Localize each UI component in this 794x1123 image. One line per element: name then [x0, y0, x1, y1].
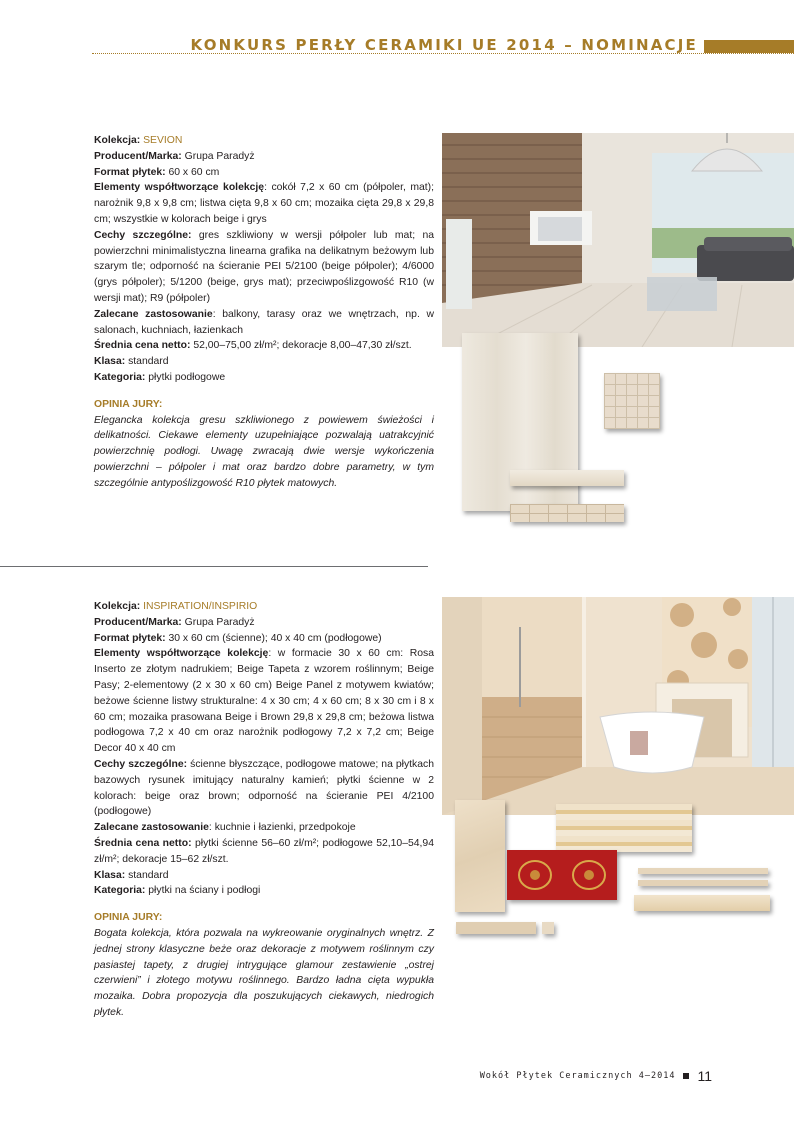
- page-number: 11: [697, 1068, 712, 1084]
- page-footer: [480, 1068, 712, 1084]
- inspiration-floor-listwa: [634, 895, 770, 911]
- kolekcja-line: Kolekcja: SEVION: [94, 135, 183, 146]
- sevion-listwa-tile: [510, 470, 624, 486]
- klasa-line: Klasa: standard: [94, 869, 169, 881]
- entry-sevion: [94, 133, 434, 492]
- producent-line: Producent/Marka: Grupa Paradyż: [94, 616, 255, 628]
- sevion-cokol-tile: [510, 504, 624, 522]
- format-line: Format płytek: 60 x 60 cm: [94, 166, 220, 178]
- footer-magazine: Wokół Płytek Ceramicznych 4–2014: [479, 1071, 676, 1081]
- sevion-room-photo: [442, 133, 794, 347]
- zalecane-line: Zalecane zastosowanie: balkony, tarasy oraz we wnętrzach, np. w salonach, kuchniach, łazienkach: [94, 308, 434, 336]
- inspiration-corner-tile: [542, 922, 554, 934]
- elementy-line: Elementy współtworzące kolekcję: w formacie 30 x 60 cm: Rosa Inserto ze złotym nadrukiem; Beige Tapeta z wzorem roślinnym; Beige Pasy; 2-elementowy (2 x 30 x 60 cm) Beige Panel z motywem kwiatów; beżowe ścienne listwy strukturalne: 4 x 30 cm; 4 x 60 cm; 8 x 30 cm i 8 x 60 cm; mozaika prasowana Beige i Brown 29,8 x 29,8 cm; beżowa listwa podłogowa 7,2 x 40 cm oraz narożnik podłogowy 7,2 x 7,2 cm; Beige Decor 40 x 40 cm: [94, 648, 434, 755]
- footer-square-icon: [683, 1073, 689, 1079]
- format-line: Format płytek: 30 x 60 cm (ścienne); 40 x 40 cm (podłogowe): [94, 632, 382, 644]
- inspiration-red-inserto-tile: [507, 850, 617, 900]
- kategoria-line: Kategoria: płytki podłogowe: [94, 371, 226, 383]
- cena-line: Średnia cena netto: płytki ścienne 56–60 zł/m²; podłogowe 52,10–54,94 zł/m²; dekoracje 15–62 zł/szt.: [94, 837, 434, 865]
- producent-line: Producent/Marka: Grupa Paradyż: [94, 150, 255, 162]
- inspiration-bathroom-photo: [442, 597, 794, 815]
- header-bar: [704, 40, 794, 53]
- page-header: [92, 36, 794, 58]
- inspiration-listwa-1: [638, 868, 768, 874]
- kategoria-line: Kategoria: płytki na ściany i podłogi: [94, 885, 261, 897]
- entry-inspiration: [94, 599, 434, 1021]
- zalecane-line: Zalecane zastosowanie: kuchnie i łazienki, przedpokoje: [94, 822, 356, 834]
- cena-line: Średnia cena netto: 52,00–75,00 zł/m²; dekoracje 8,00–47,30 zł/szt.: [94, 340, 412, 352]
- collection-name: SEVION: [143, 135, 183, 146]
- elementy-line: Elementy współtworzące kolekcję: cokół 7,2 x 60 cm (półpoler, mat); narożnik 9,8 x 9,8 cm; listwa cięta 9,8 x 60 cm; mozaika cięta 29,8 x 29,8 cm; wszystkie w kolorach beige i grys: [94, 182, 434, 225]
- cechy-line: Cechy szczególne: gres szkliwiony w wersji półpoler lub mat; na powierzchni minimalistyczna linearna grafika na delikatnym beżowym lub szarym tle; odporność na ścieranie PEI 5/2100 (beige półpoler); 4/6000 (grys półpoler); 5/1200 (beige, grys mat); przeciwpoślizgowość R10 (w wersji mat); R9 (półpoler): [94, 229, 435, 304]
- inspiration-base-tile: [455, 800, 505, 912]
- jury-heading: OPINIA JURY:: [94, 398, 163, 410]
- header-dotted-rule: [92, 53, 794, 54]
- section-divider: [0, 566, 428, 567]
- inspiration-strip-tile: [456, 922, 536, 934]
- jury-heading: OPINIA JURY:: [94, 912, 163, 924]
- kolekcja-line: Kolekcja: INSPIRATION/INSPIRIO: [94, 601, 258, 612]
- collection-name: INSPIRATION/INSPIRIO: [143, 601, 258, 612]
- jury-text: Elegancka kolekcja gresu szkliwionego z powiewem świeżości i delikatności. Ciekawe elementy uzupełniające pozwalają uatrakcyjnić powierzchnię podłogi. Uwagę zwracają dwie wersje wykończenia powierzchni – półpoler i mat oraz bardzo dobre parametry, w tym szczególnie antypoślizgowość R10 płytek matowych.: [94, 414, 434, 489]
- jury-text: Bogata kolekcja, która pozwala na wykreowanie oryginalnych wnętrz. Z jednej strony klasyczne beże oraz dekoracje z motywem roślinnym czy pasiastej tapety, z drugiej intrygujące glamour zestawienie „ostrej czerwieni” i złotego motywu roślinnego. Bardzo ładna cięta wypukła mozaika. Dobra propozycja dla poszukujących ciekawych, niedrogich płytek.: [94, 927, 434, 1018]
- klasa-line: Klasa: standard: [94, 356, 169, 368]
- cechy-line: Cechy szczególne: ścienne błyszczące, podłogowe matowe; na płytkach bazowych rysunek imitujący naturalny kamień; płytki ścienne w 2 kolorach: beige oraz brown; odporność na ścieranie PEI 4/2100 (podłogowe): [94, 758, 434, 818]
- sevion-mosaic-tile: [604, 373, 660, 429]
- inspiration-listwa-2: [638, 880, 768, 886]
- inspiration-pasy-tile: [556, 804, 692, 852]
- header-title: KONKURS PERŁY CERAMIKI UE 2014 – NOMINACJE: [190, 36, 698, 54]
